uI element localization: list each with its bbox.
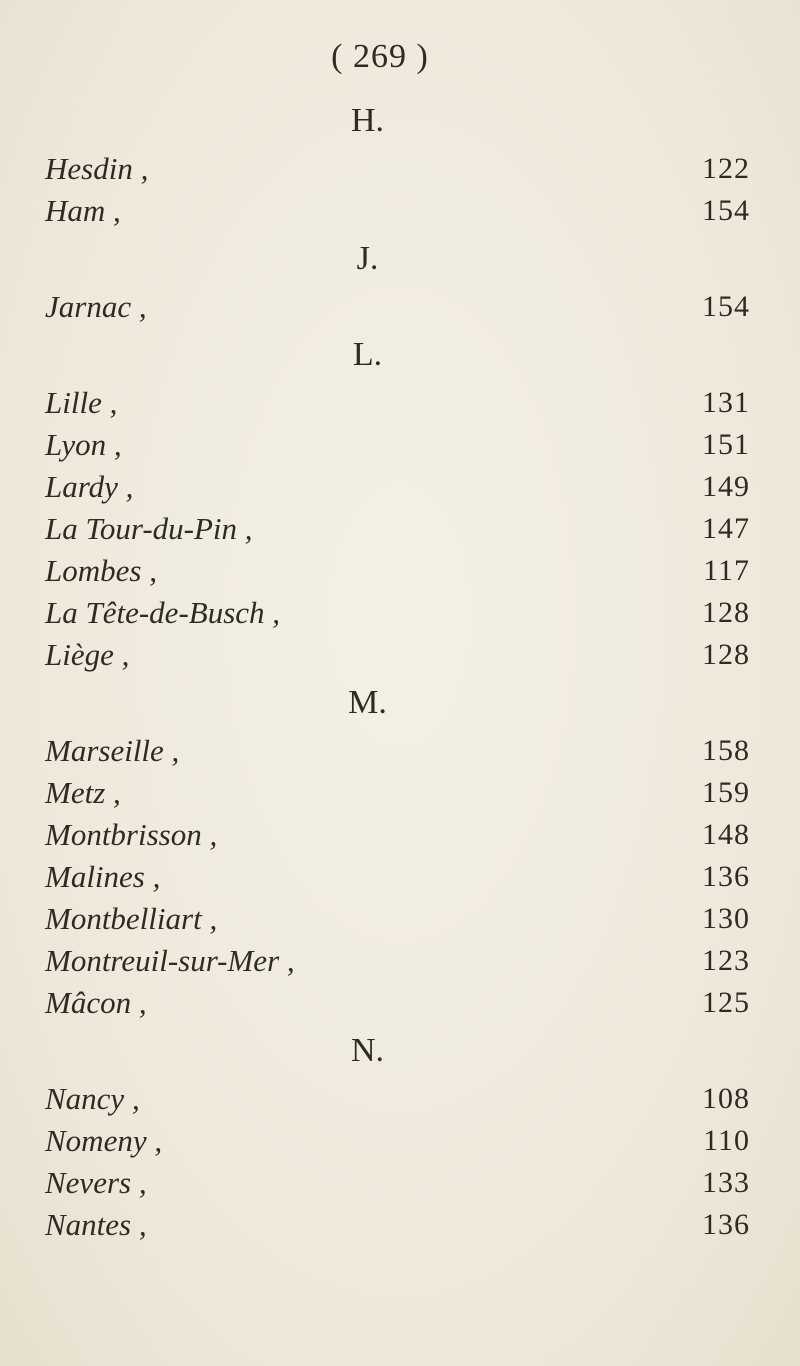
place-name: Montreuil-sur-Mer , [45, 943, 295, 978]
place-name: Ham , [45, 193, 121, 228]
place-name: Liège , [45, 637, 130, 672]
index-entry [45, 772, 750, 814]
section-j [45, 232, 750, 328]
page-reference: 125 [702, 986, 750, 1019]
index-entry [45, 1120, 750, 1162]
index-entry [45, 634, 750, 676]
page-reference: 122 [702, 152, 750, 185]
index-entry [45, 148, 750, 190]
place-name: Montbelliart , [45, 901, 218, 936]
index-entry [45, 898, 750, 940]
index-entry [45, 1078, 750, 1120]
page-reference: 133 [702, 1166, 750, 1199]
index-entry [45, 940, 750, 982]
page-reference: 128 [702, 638, 750, 671]
page-reference: 136 [702, 1208, 750, 1241]
place-name: Metz , [45, 775, 121, 810]
index-entry [45, 550, 750, 592]
page-reference: 151 [702, 428, 750, 461]
place-name: Marseille , [45, 733, 180, 768]
place-name: Nevers , [45, 1165, 147, 1200]
page-number: ( 269 ) [331, 38, 429, 75]
page-reference: 136 [702, 860, 750, 893]
index-entry [45, 286, 750, 328]
page-reference: 147 [702, 512, 750, 545]
place-name: La Tour-du-Pin , [45, 511, 253, 546]
index-entry [45, 592, 750, 634]
index-entry [45, 982, 750, 1024]
page-reference: 158 [702, 734, 750, 767]
index-entry [45, 382, 750, 424]
index-entry [45, 508, 750, 550]
page-reference: 149 [702, 470, 750, 503]
place-index [45, 94, 750, 1246]
index-entry [45, 466, 750, 508]
section-letter: L. [352, 336, 383, 373]
page-reference: 148 [702, 818, 750, 851]
page-reference: 130 [702, 902, 750, 935]
place-name: Malines , [45, 859, 161, 894]
place-name: Nomeny , [45, 1123, 163, 1158]
place-name: Hesdin , [45, 151, 149, 186]
place-name: La Tête-de-Busch , [45, 595, 281, 630]
page-reference: 154 [702, 194, 750, 227]
index-entry [45, 730, 750, 772]
place-name: Nancy , [45, 1081, 140, 1116]
place-name: Lille , [45, 385, 118, 420]
index-entry [45, 814, 750, 856]
section-h [45, 94, 750, 232]
section-m [45, 676, 750, 1024]
page-reference: 159 [702, 776, 750, 809]
section-letter: N. [350, 1032, 385, 1069]
place-name: Nantes , [45, 1207, 147, 1242]
place-name: Lombes , [45, 553, 157, 588]
page-reference: 117 [703, 554, 750, 587]
section-letter: J. [356, 240, 379, 277]
index-entry [45, 856, 750, 898]
index-entry [45, 424, 750, 466]
index-entry [45, 1204, 750, 1246]
page-reference: 154 [702, 290, 750, 323]
place-name: Lardy , [45, 469, 134, 504]
place-name: Jarnac , [45, 289, 147, 324]
page-reference: 123 [702, 944, 750, 977]
index-entry [45, 1162, 750, 1204]
section-n [45, 1024, 750, 1246]
section-letter: H. [350, 102, 385, 139]
page-reference: 128 [702, 596, 750, 629]
index-entry [45, 190, 750, 232]
page-reference: 108 [702, 1082, 750, 1115]
section-letter: M. [348, 684, 387, 721]
place-name: Lyon , [45, 427, 122, 462]
section-l [45, 328, 750, 676]
page-reference: 110 [703, 1124, 750, 1157]
place-name: Mâcon , [45, 985, 147, 1020]
place-name: Montbrisson , [45, 817, 218, 852]
page-reference: 131 [702, 386, 750, 419]
